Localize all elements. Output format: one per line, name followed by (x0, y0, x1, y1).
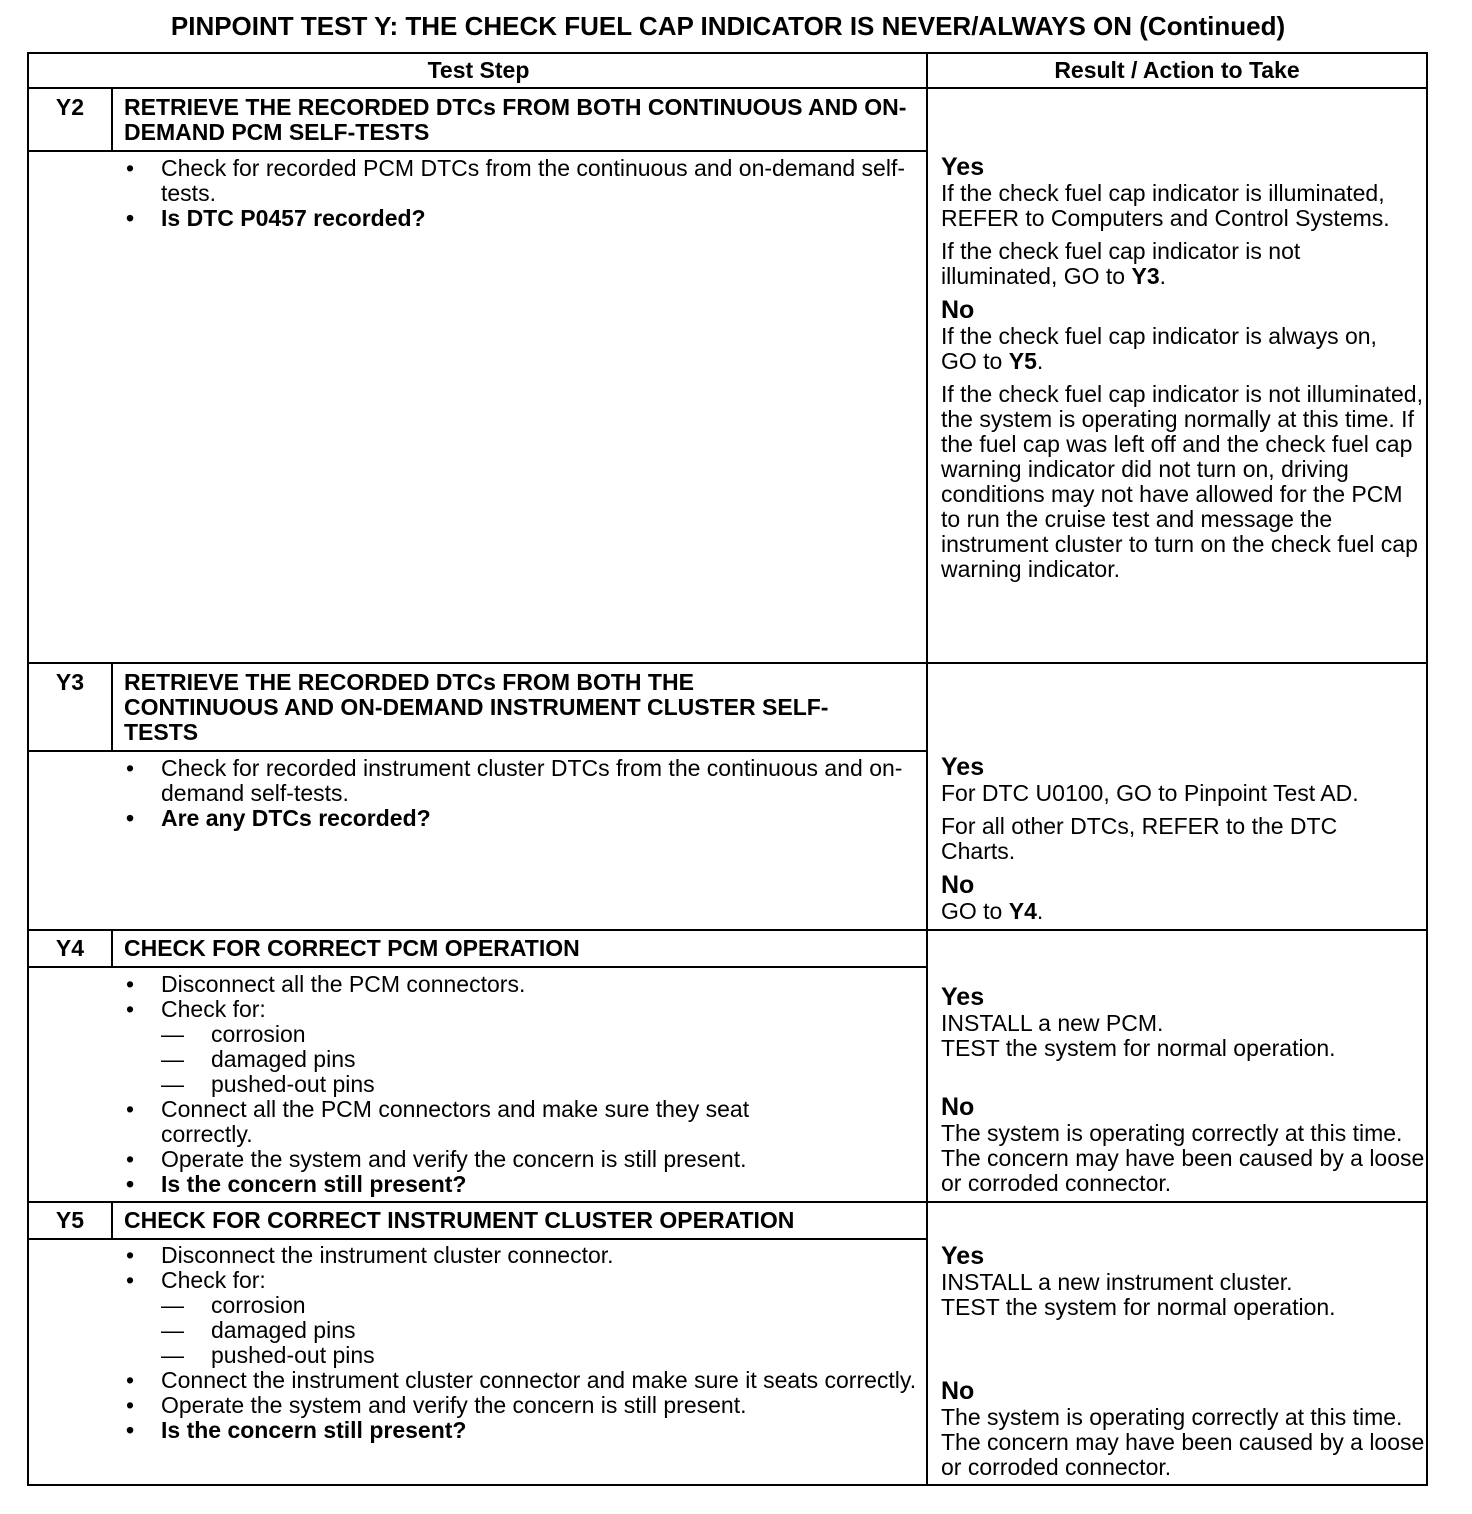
no-label: No (941, 871, 975, 899)
result-text: INSTALL a new instrument cluster. (941, 1269, 1293, 1295)
yes-label: Yes (941, 983, 985, 1011)
step-id-y5: Y5 (55, 1207, 85, 1233)
result-y2 (941, 154, 1426, 582)
result-y4 (941, 984, 1426, 1196)
step-items-y5 (124, 1243, 924, 1443)
step-items-y4 (124, 972, 844, 1197)
list-item: • Disconnect all the PCM connectors. (125, 971, 526, 997)
id-divider-y5 (111, 1203, 113, 1240)
result-text: TEST the system for normal operation. (941, 1035, 1336, 1061)
page-title: PINPOINT TEST Y: THE CHECK FUEL CAP INDICATOR IS NEVER/ALWAYS ON (Continued) (170, 11, 1286, 41)
step-title-y3: RETRIEVE THE RECORDED DTCs FROM BOTH THE CONTINUOUS AND ON-DEMAND INSTRUMENT CLUSTER SELF-TESTS (124, 669, 829, 745)
sub-item: — pushed-out pins (161, 1342, 375, 1368)
result-text: If the check fuel cap indicator is illuminated, REFER to Computers and Control Systems. (941, 180, 1390, 231)
result-text: GO to Y4. (941, 898, 1044, 924)
id-divider-y2 (111, 89, 113, 151)
header-result-action: Result / Action to Take (928, 54, 1426, 89)
result-text: If the check fuel cap indicator is not illuminated, the system is operating normally at this time. If the fuel cap was left off and the check fuel cap warning indicator did not turn on, driving conditions may not have allowed for the PCM to run the cruise test and message the instrument cluster to turn on the check fuel cap warning indicator. (941, 381, 1423, 582)
pinpoint-test-table (27, 52, 1428, 1486)
list-item: • Check for recorded instrument cluster DTCs from the continuous and on-demand self-tests. (125, 755, 903, 806)
result-text: If the check fuel cap indicator is not illuminated, GO to Y3. (941, 238, 1301, 289)
row-divider-y4 (29, 929, 1426, 931)
result-text: If the check fuel cap indicator is always on, GO to Y5. (941, 323, 1377, 374)
id-divider-y3 (111, 664, 113, 751)
result-text: The system is operating correctly at this time. The concern may have been caused by a loose or corroded connector. (941, 1404, 1425, 1480)
title-underline-y2 (29, 150, 926, 152)
step-items-y3 (124, 756, 924, 831)
yes-label: Yes (941, 153, 985, 181)
row-divider-y3 (29, 662, 1426, 664)
title-underline-y4 (29, 966, 926, 968)
result-y5 (941, 1243, 1426, 1480)
list-item-question: • Are any DTCs recorded? (125, 805, 431, 831)
sub-item: — damaged pins (161, 1046, 356, 1072)
list-item: • Check for: (125, 996, 266, 1022)
result-text: For DTC U0100, GO to Pinpoint Test AD. (941, 780, 1359, 806)
step-id-y2: Y2 (55, 94, 85, 120)
sub-item: — corrosion (161, 1292, 306, 1318)
result-text: INSTALL a new PCM. (941, 1010, 1164, 1036)
yes-label: Yes (941, 1242, 985, 1270)
step-id-y4: Y4 (55, 935, 85, 961)
no-label: No (941, 1093, 975, 1121)
step-title-y2: RETRIEVE THE RECORDED DTCs FROM BOTH CONTINUOUS AND ON-DEMAND PCM SELF-TESTS (124, 94, 907, 145)
list-item: • Operate the system and verify the concern is still present. (125, 1146, 747, 1172)
step-id-y3: Y3 (55, 669, 85, 695)
yes-label: Yes (941, 753, 985, 781)
header-test-step: Test Step (29, 54, 928, 89)
result-text: For all other DTCs, REFER to the DTC Charts. (941, 813, 1338, 864)
row-divider-y5 (29, 1201, 1426, 1203)
list-item: • Connect the instrument cluster connector and make sure it seats correctly. (125, 1367, 917, 1393)
list-item-question: • Is DTC P0457 recorded? (125, 205, 426, 231)
list-item-question: • Is the concern still present? (125, 1171, 467, 1197)
list-item: • Operate the system and verify the concern is still present. (125, 1392, 747, 1418)
result-text: The system is operating correctly at this time. The concern may have been caused by a loose or corroded connector. (941, 1120, 1425, 1196)
column-divider (926, 54, 928, 1484)
result-text: TEST the system for normal operation. (941, 1294, 1336, 1320)
id-divider-y4 (111, 931, 113, 968)
title-underline-y5 (29, 1238, 926, 1240)
step-title-y5: CHECK FOR CORRECT INSTRUMENT CLUSTER OPERATION (124, 1207, 795, 1233)
sub-item: — pushed-out pins (161, 1071, 375, 1097)
list-item: • Check for recorded PCM DTCs from the continuous and on-demand self-tests. (125, 155, 905, 206)
no-label: No (941, 296, 975, 324)
list-item: • Check for: (125, 1267, 266, 1293)
title-underline-y3 (29, 750, 926, 752)
list-item: • Disconnect the instrument cluster connector. (125, 1242, 614, 1268)
sub-item: — damaged pins (161, 1317, 356, 1343)
result-y3 (941, 754, 1426, 924)
no-label: No (941, 1377, 975, 1405)
list-item-question: • Is the concern still present? (125, 1417, 467, 1443)
sub-item: — corrosion (161, 1021, 306, 1047)
step-items-y2 (124, 156, 924, 231)
list-item: • Connect all the PCM connectors and make sure they seat correctly. (125, 1096, 750, 1147)
step-title-y4: CHECK FOR CORRECT PCM OPERATION (124, 935, 580, 961)
